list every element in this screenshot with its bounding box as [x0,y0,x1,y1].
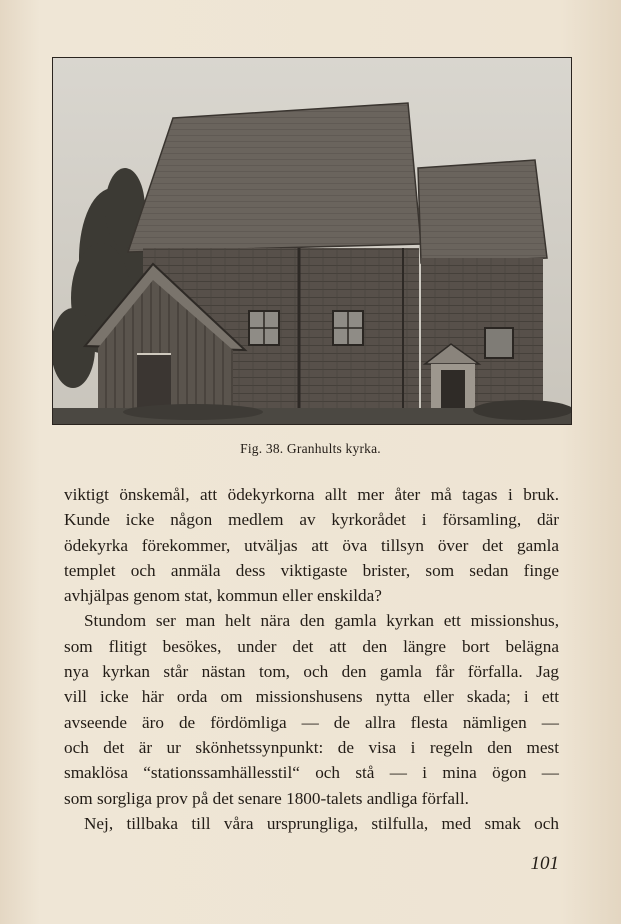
text-line: Stundom ser man helt nära den gamla kyrkan ett missionshus, [84,611,559,631]
text-line: smaklösa “stationssamhällesstil“ och stå — i mina ögon — [64,763,559,783]
text-line: Kunde icke någon medlem av kyrkorådet i församling, där [64,510,559,530]
body-text [64,482,559,836]
text-line: viktigt önskemål, att ödekyrkorna allt mer åter må tagas i bruk. [64,485,559,504]
text-line: avhjälpas genom stat, kommun eller enskilda? [64,586,382,606]
text-line: ödekyrka förekommer, utväljas att öva tillsyn över det gamla [64,535,559,555]
text-line: Nej, tillbaka till våra ursprungliga, stilfulla, med smak och [84,813,559,833]
figure-caption: Fig. 38. Granhults kyrka. [240,441,381,456]
text-line: nya kyrkan står nästan tom, och den gamla får förfalla. Jag [64,662,559,682]
church-illustration [53,58,571,424]
text-line: och det är ur skönhetssynpunkt: de visa i regeln den mest [64,737,559,757]
text-line: templet och anmäla dess viktigaste brister, som sedan finge [64,560,559,580]
text-line: som sorgliga prov på det senare 1800-talets andliga förfall. [64,788,469,808]
church-photograph [52,57,572,425]
text-line: vill icke här orda om missionshusens nytta eller skada; i ett [64,687,559,707]
text-line: avseende äro de fördömliga — de allra flesta nämligen — [64,712,559,732]
text-line: som flitigt besökes, under det att den längre bort belägna [64,636,559,656]
page-number: 101 [530,853,559,874]
